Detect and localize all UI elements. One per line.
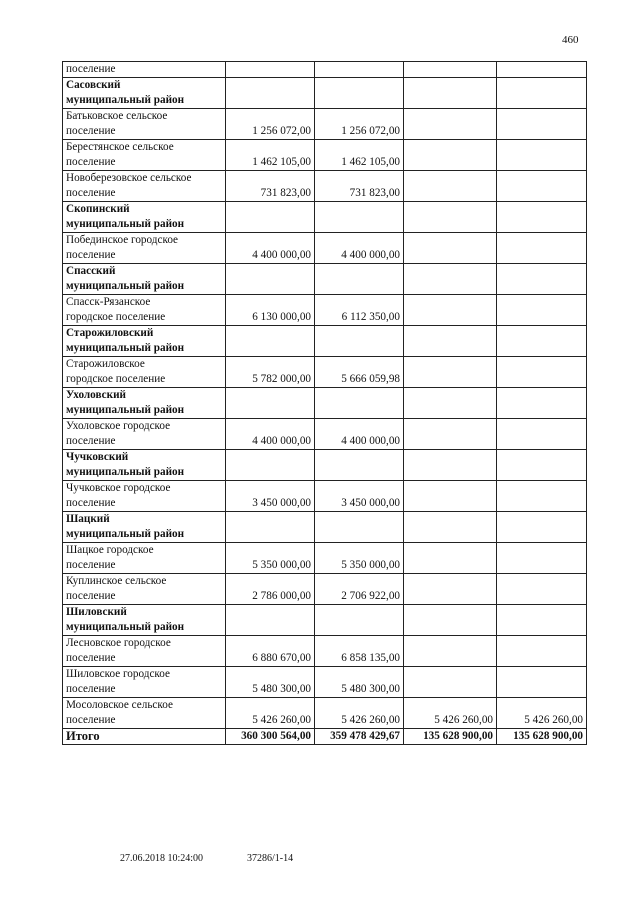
amount-cell-c4 [497,388,587,419]
row-name-line: Батьковское сельское [66,110,168,122]
amount-cell-c3 [404,450,497,481]
amount-cell-c3 [404,140,497,171]
row-name-line: муниципальный район [66,94,185,106]
row-name-line: Скопинский [66,203,130,215]
amount-cell-c4 [497,605,587,636]
row-name-line: муниципальный район [66,218,185,230]
row-name-line: Спасск-Рязанское [66,296,151,308]
amount-cell-c3 [404,636,497,667]
settlement-row [63,481,587,512]
cell [315,62,404,78]
row-name-line: поселение [66,435,116,447]
amount-cell-c4 [497,233,587,264]
row-name-line: поселение [66,156,116,168]
row-name-line: Шацкий [66,513,110,525]
amount-cell-c3 [404,667,497,698]
row-name-line: поселение [66,683,116,695]
row-name-line: Шиловское городское [66,668,170,680]
amount-cell-c2: 5 350 000,00 [315,543,404,574]
row-name [63,109,226,140]
amount-cell-c2 [315,264,404,295]
amount-cell-c1 [226,388,315,419]
amount-cell-c1: 6 130 000,00 [226,295,315,326]
row-name-line: поселение [66,559,116,571]
row-name-line: муниципальный район [66,528,185,540]
total-label: Итого [63,729,226,745]
amount-cell-c4 [497,326,587,357]
row-name-line: муниципальный район [66,466,185,478]
row-name-line: городское поселение [66,373,166,385]
amount-cell-c2 [315,450,404,481]
budget-table [62,61,587,745]
amount-cell-c1: 3 450 000,00 [226,481,315,512]
row-name-line: Куплинское сельское [66,575,167,587]
total-row [63,729,587,745]
row-name [63,543,226,574]
footer-timestamp: 27.06.2018 10:24:00 [120,853,204,864]
amount-cell-c2 [315,605,404,636]
cell [404,62,497,78]
row-name-line: поселение [66,714,116,726]
amount-cell-c2: 3 450 000,00 [315,481,404,512]
row-name-line: Чучковский [66,451,129,463]
row-name-line: Шиловский [66,606,127,618]
total-amount-c1: 360 300 564,00 [226,729,315,745]
settlement-row [63,295,587,326]
amount-cell-c1: 5 480 300,00 [226,667,315,698]
amount-cell-c1: 5 350 000,00 [226,543,315,574]
row-name [63,605,226,636]
settlement-row [63,140,587,171]
footer-doc-code: 37286/1-14 [247,853,294,864]
settlement-row [63,574,587,605]
amount-cell-c2 [315,388,404,419]
amount-cell-c1 [226,78,315,109]
amount-cell-c4 [497,574,587,605]
row-name [63,326,226,357]
amount-cell-c1 [226,326,315,357]
row-name [63,512,226,543]
amount-cell-c1 [226,264,315,295]
amount-cell-c4 [497,357,587,388]
row-name-line: Новоберезовское сельское [66,172,192,184]
district-row [63,512,587,543]
amount-cell-c3 [404,543,497,574]
row-name-line: муниципальный район [66,280,185,292]
amount-cell-c3 [404,605,497,636]
amount-cell-c4 [497,481,587,512]
amount-cell-c3 [404,357,497,388]
amount-cell-c4 [497,264,587,295]
row-name-line: поселение [66,249,116,261]
row-name-line: поселение [66,652,116,664]
amount-cell-c2: 5 426 260,00 [315,698,404,729]
amount-cell-c2 [315,78,404,109]
row-name [63,171,226,202]
row-name [63,636,226,667]
settlement-row [63,636,587,667]
amount-cell-c4 [497,512,587,543]
amount-cell-c3 [404,109,497,140]
amount-cell-c2: 5 480 300,00 [315,667,404,698]
row-name-line: Старожиловское [66,358,145,370]
amount-cell-c4 [497,636,587,667]
amount-cell-c4 [497,419,587,450]
amount-cell-c1: 6 880 670,00 [226,636,315,667]
row-name-line: Чучковское городское [66,482,171,494]
amount-cell-c1: 2 786 000,00 [226,574,315,605]
amount-cell-c2: 1 462 105,00 [315,140,404,171]
settlement-row [63,171,587,202]
row-name [63,78,226,109]
amount-cell-c3 [404,326,497,357]
district-row [63,202,587,233]
row-name-line: Мосоловское сельское [66,699,173,711]
district-row [63,78,587,109]
row-name-line: поселение [66,497,116,509]
amount-cell-c4 [497,450,587,481]
amount-cell-c1 [226,450,315,481]
amount-cell-c4 [497,78,587,109]
amount-cell-c1: 5 782 000,00 [226,357,315,388]
amount-cell-c4 [497,109,587,140]
total-amount-c3: 135 628 900,00 [404,729,497,745]
row-name-line: поселение [66,125,116,137]
row-name [63,264,226,295]
amount-cell-c3 [404,512,497,543]
amount-cell-c2: 4 400 000,00 [315,419,404,450]
cell [226,62,315,78]
amount-cell-c2: 6 112 350,00 [315,295,404,326]
row-name [63,357,226,388]
amount-cell-c3: 5 426 260,00 [404,698,497,729]
amount-cell-c2 [315,512,404,543]
row-name-line: Побединское городское [66,234,179,246]
row-name-line: Старожиловский [66,327,154,339]
amount-cell-c1: 5 426 260,00 [226,698,315,729]
amount-cell-c4 [497,171,587,202]
amount-cell-c3 [404,264,497,295]
row-name-line: Сасовский [66,79,121,91]
settlement-row [63,698,587,729]
settlement-row [63,357,587,388]
settlement-row [63,419,587,450]
amount-cell-c2: 6 858 135,00 [315,636,404,667]
amount-cell-c3 [404,419,497,450]
district-row [63,388,587,419]
row-name-line: поселение [66,187,116,199]
amount-cell-c1 [226,202,315,233]
row-name-line: муниципальный район [66,342,185,354]
row-name-line: Шацкое городское [66,544,154,556]
amount-cell-c3 [404,78,497,109]
row-name-line: Ухоловское городское [66,420,171,432]
amount-cell-c3 [404,574,497,605]
settlement-row [63,667,587,698]
row-name [63,295,226,326]
row-name [63,140,226,171]
amount-cell-c4 [497,295,587,326]
amount-cell-c1 [226,512,315,543]
row-name [63,481,226,512]
row-name-line: Берестянское сельское [66,141,174,153]
amount-cell-c3 [404,388,497,419]
amount-cell-c1: 4 400 000,00 [226,233,315,264]
amount-cell-c2 [315,202,404,233]
row-name-line: муниципальный район [66,404,185,416]
settlement-row [63,543,587,574]
amount-cell-c1: 4 400 000,00 [226,419,315,450]
amount-cell-c4 [497,543,587,574]
total-amount-c2: 359 478 429,67 [315,729,404,745]
row-name-line: поселение [66,590,116,602]
row-name [63,388,226,419]
total-amount-c4: 135 628 900,00 [497,729,587,745]
amount-cell-c3 [404,202,497,233]
amount-cell-c2 [315,326,404,357]
table-body [63,62,587,745]
amount-cell-c3 [404,295,497,326]
row-label: поселение [63,62,226,78]
row-name [63,667,226,698]
row-name [63,419,226,450]
row-name-line: Лесновское городское [66,637,171,649]
district-row [63,450,587,481]
row-name [63,574,226,605]
cell [497,62,587,78]
amount-cell-c4 [497,667,587,698]
row-name-line: городское поселение [66,311,166,323]
table-row [63,62,587,78]
row-name [63,450,226,481]
district-row [63,605,587,636]
amount-cell-c4 [497,202,587,233]
amount-cell-c2: 731 823,00 [315,171,404,202]
amount-cell-c3 [404,233,497,264]
amount-cell-c1: 731 823,00 [226,171,315,202]
amount-cell-c1: 1 256 072,00 [226,109,315,140]
amount-cell-c2: 2 706 922,00 [315,574,404,605]
row-name-line: Ухоловский [66,389,126,401]
amount-cell-c3 [404,481,497,512]
district-row [63,264,587,295]
district-row [63,326,587,357]
row-name-line: Спасский [66,265,116,277]
row-name [63,698,226,729]
row-name [63,233,226,264]
amount-cell-c2: 4 400 000,00 [315,233,404,264]
amount-cell-c1: 1 462 105,00 [226,140,315,171]
settlement-row [63,233,587,264]
page-number: 460 [562,34,579,46]
amount-cell-c2: 1 256 072,00 [315,109,404,140]
settlement-row [63,109,587,140]
amount-cell-c3 [404,171,497,202]
amount-cell-c1 [226,605,315,636]
amount-cell-c4 [497,140,587,171]
amount-cell-c4: 5 426 260,00 [497,698,587,729]
row-name-line: муниципальный район [66,621,185,633]
amount-cell-c2: 5 666 059,98 [315,357,404,388]
row-name [63,202,226,233]
